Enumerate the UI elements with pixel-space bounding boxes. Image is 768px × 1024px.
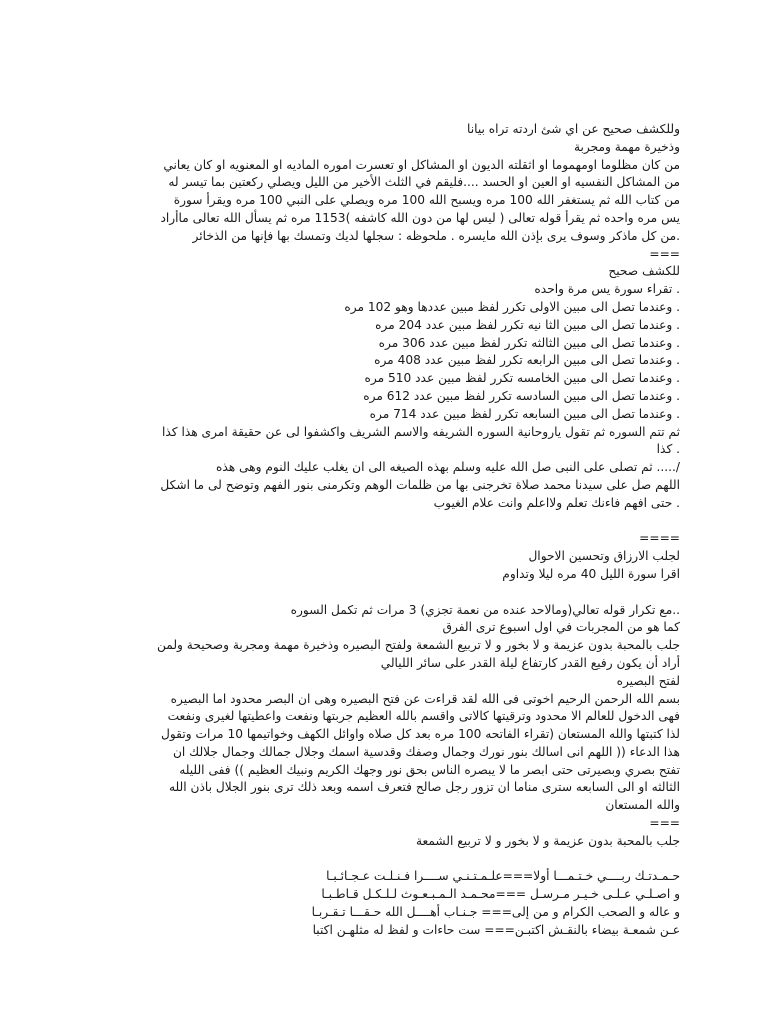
document-line: . وعندما تصل الى مبين الرابعه تكرر لفظ مبين عدد 408 مره: [374, 353, 680, 368]
document-line: . كذا: [656, 442, 680, 457]
document-line: ثم تتم السوره ثم تقول ياروحانية السوره الشريفه والاسم الشريف واكشفوا لى عن حقيقة امرى هذا كذا: [162, 424, 680, 439]
document-body: [92, 121, 680, 940]
document-line: حـمـدتـك ربــــي خـتـمـــا أولا===علـمـتـنـي ســــرا فـنـلـت عـجـائـبـا: [326, 869, 680, 884]
document-line: من المشاكل النفسيه او العين او الحسد ....فليقم في الثلث الأخير من الليل ويصلي ركعتين بما تيسر له: [168, 175, 680, 190]
document-line: . تقراء سورة يس مرة واحده: [534, 282, 680, 297]
document-line: لفتح البصيره: [616, 673, 680, 688]
document-line: أراد أن يكون رفيع القدر كارتفاع ليلة القدر على سائر الليالي: [380, 655, 680, 670]
document-line: بسم الله الرحمن الرحيم اخوتى فى الله لقد قراءت عن فتح البصيره وهى ان البصر محدود اما البصيره: [170, 691, 680, 706]
document-line: و عاله و الصحب الكرام و من إلى=== جـنـاب أهــــل الله حـقـــا تـقـربـا: [311, 905, 680, 920]
document-line: . وعندما تصل الى مبين الثالثه تكرر لفظ مبين عدد 306 مره: [378, 335, 680, 350]
document-line: لجلب الارزاق وتحسين الاحوال: [528, 549, 680, 564]
document-line: وللكشف صحيح عن اي شئ اردته تراه بيانا: [467, 122, 680, 136]
document-line: والله المستعان: [605, 798, 680, 813]
document-line: لذا كتبتها والله المستعان (تقراء الفاتحه 100 مره بعد كل صلاه واوائل الكهف وخواتيمها 10 مرات وتقول: [161, 727, 680, 742]
document-line: الثالثه او الى السابعه سترى مناما ان تزور رجل صالح فتعرف اسمه وبعد ذلك ترى بنور الجلال باذن الله: [168, 780, 680, 795]
document-line: . وعندما تصل الى مبين الخامسه تكرر لفظ مبين عدد 510 مره: [364, 371, 680, 386]
document-line: من كتاب الله ثم يستغفر الله 100 مره ويسبح الله 100 مره ويصلي على النبي 100 مره ويقرأ سورة: [173, 193, 680, 208]
document-line: جلب بالمحبة بدون عزيمة و لا بخور و لا تربيع الشمعة: [415, 833, 680, 848]
document-line: . وعندما تصل الى مبين السابعه تكرر لفظ مبين عدد 714 مره: [369, 406, 680, 421]
document-line: وذخيرة مهمة ومجربة: [573, 139, 680, 154]
document-line: اللهم صل على سيدنا محمد صلاة تخرجنى بها من ظلمات الوهم وتكرمنى بنور الفهم وتوضح لى ما اشكل: [160, 477, 680, 492]
document-line: /..... ثم تصلى على النبى صل الله عليه وسلم بهذه الصيغه الى ان يغلب عليك النوم وهى هذه: [215, 460, 680, 475]
document-line: كما هو من المجربات في اول اسبوع ترى الفرق: [442, 620, 680, 635]
document-line: .من كل ماذكر وسوف يرى بإذن الله مايسره . ملحوظه : سجلها لديك وتمسك بها فإنها من الذخائر: [192, 228, 680, 243]
document-line: عـن شمعـة بيضاء بالنقـش اكتبـن=== ست حاءات و لفظ له مثلهـن اكتبا: [312, 922, 680, 937]
document-line: تفتح بصري وبصيرتى حتى ابصر ما لا يبصره الناس بحق نور وجهك الكريم ونبيك العظيم )) ففى الليله: [179, 762, 680, 777]
document-line: . وعندما تصل الى مبين السادسه تكرر لفظ مبين عدد 612 مره: [363, 388, 680, 403]
document-line: هذا الدعاء (( اللهم انى اسالك بنور نورك وجمال وصفك وقدسية اسمك وجلال جمالك وجمال جلالك ان: [172, 744, 680, 759]
document-line: . وعندما تصل الى مبين الثا نيه تكرر لفظ مبين عدد 204 مره: [375, 317, 680, 332]
document-line: للكشف صحيح: [608, 264, 680, 279]
document-line: [92, 513, 680, 531]
document-line: ====: [639, 531, 680, 546]
document-line: ===: [649, 816, 680, 831]
document-line: يس مره واحده ثم يقرأ قوله تعالى ( ليس لها من دون الله كاشفه )1153 مره ثم يسأل الله تعالى ماأراد: [160, 210, 680, 225]
document-line: [92, 851, 680, 869]
document-line: جلب بالمحبة بدون عزيمة و لا بخور و لا تربيع الشمعة ولفتح البصيره وذخيرة مهمة ومجربة وصحيحة ولمن: [157, 638, 680, 653]
document-line: اقرا سورة الليل 40 مره ليلا وتداوم: [502, 566, 680, 581]
document-line: و اصـلـي عـلـى خـيـر مـرسـل ===محـمـد الـمـبـعـوث لـلـكـل قـاطـبـا: [321, 887, 680, 902]
document-line: من كان مظلوما اومهموما او اثقلته الديون او المشاكل او تعسرت اموره الماديه او المعنويه او كان يعاني: [163, 157, 680, 172]
document-line: ===: [649, 246, 680, 261]
document-line: . وعندما تصل الى مبين الاولى تكرر لفظ مبين عددها وهو 102 مره: [344, 299, 680, 314]
document-line: . حتى افهم فاءنك تعلم ولااعلم وانت علام الغيوب: [433, 495, 680, 510]
document-line: ..مع تكرار قوله تعالي(ومالاحد عنده من نعمة تجزي) 3 مرات ثم تكمل السوره: [290, 602, 680, 617]
document-line: فهى الدخول للعالم الا محدود وترقيتها كالاتى واقسم بالله العظيم جربتها ونفعت واعطيتها لغيرى ونفعت: [167, 709, 680, 724]
document-line: [92, 584, 680, 602]
